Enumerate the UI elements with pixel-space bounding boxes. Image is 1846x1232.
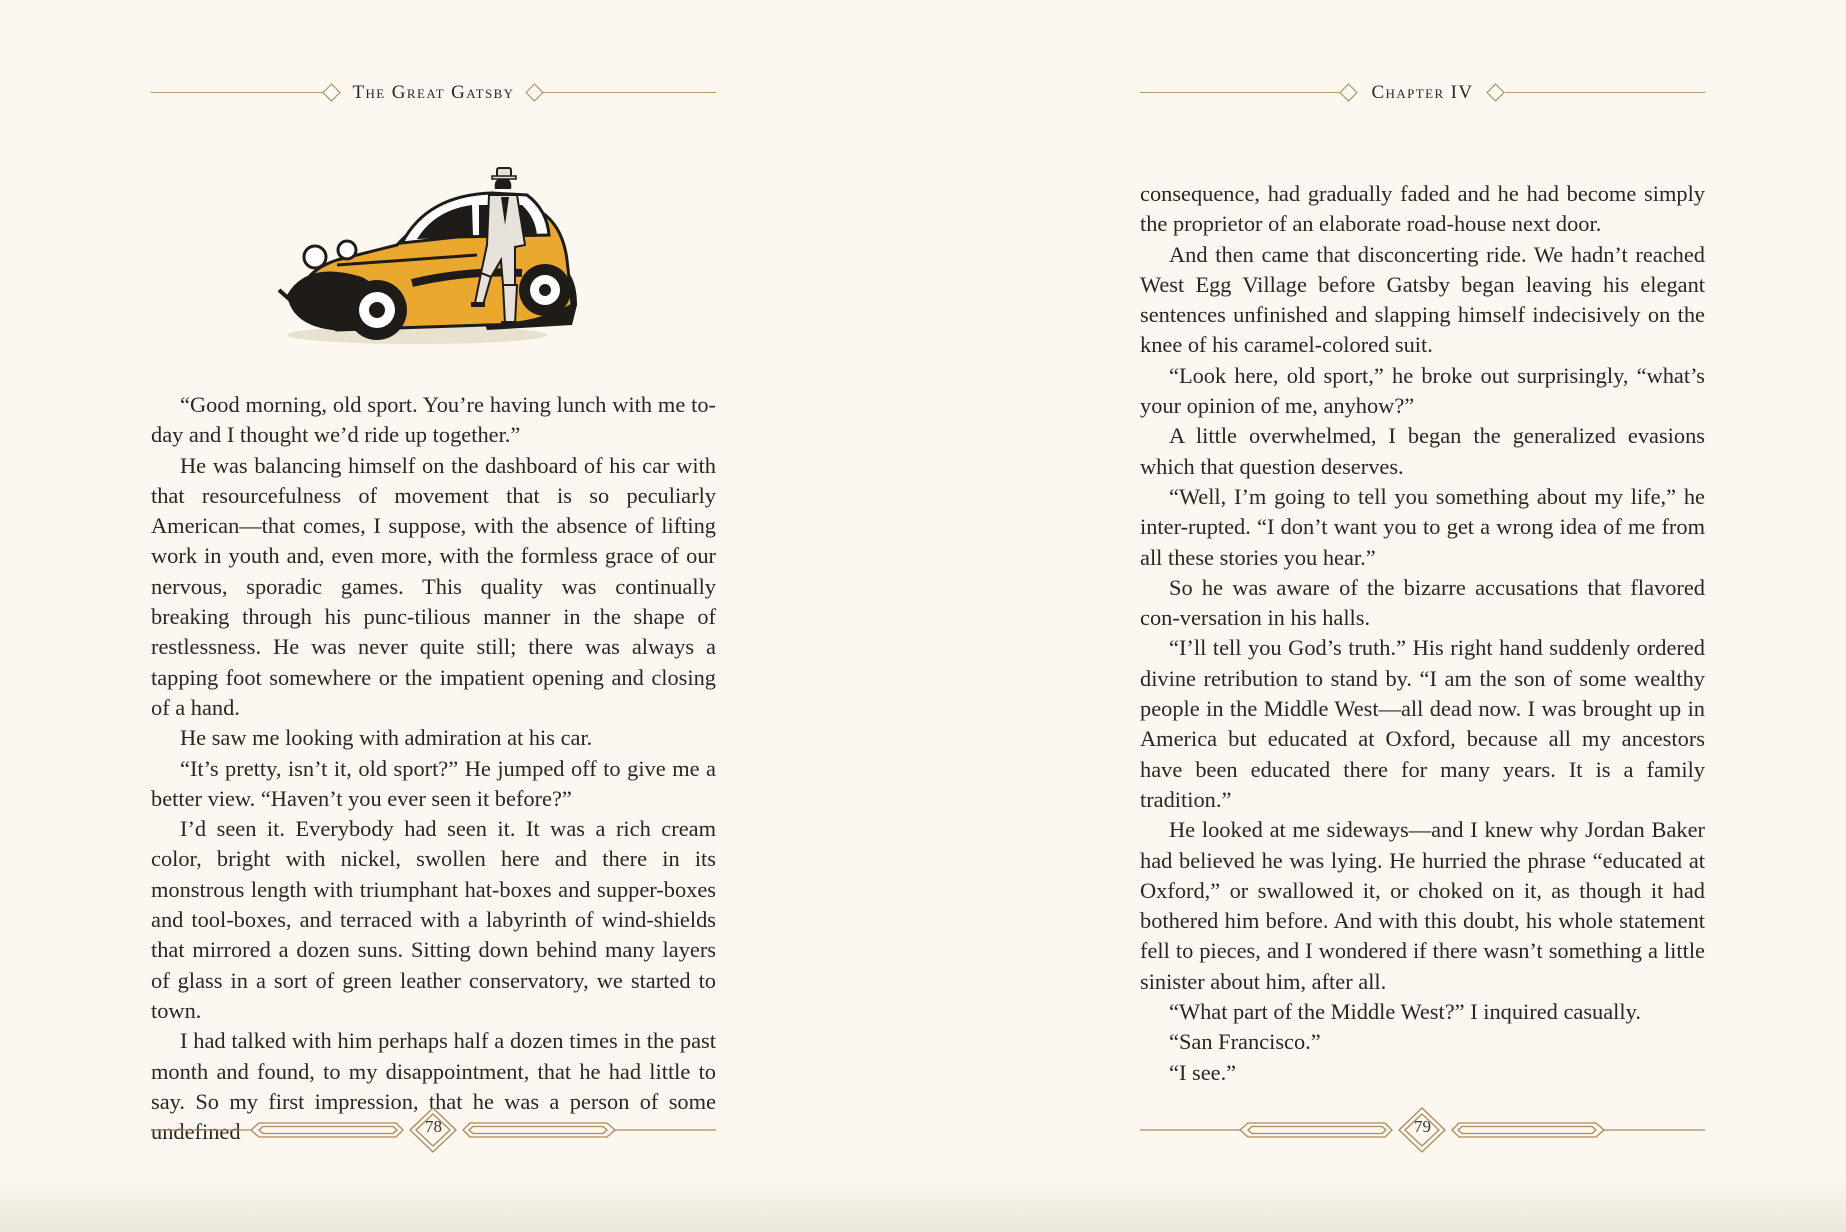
paragraph-continuation: consequence, had gradually faded and he had become simply the proprietor of an elaborate road-house next door. bbox=[1140, 181, 1705, 237]
paragraph: “It’s pretty, isn’t it, old sport?” He jumped off to give me a better view. “Haven’t you ever seen it before?” bbox=[151, 755, 716, 811]
page-bottom-shadow bbox=[0, 1177, 1846, 1232]
paragraph: He saw me looking with admiration at his car. bbox=[180, 725, 593, 751]
head-rule-right bbox=[1505, 92, 1705, 93]
paragraph: “San Francisco.” bbox=[1169, 1029, 1321, 1055]
paragraph: “I see.” bbox=[1169, 1059, 1237, 1085]
paragraph: “I’ll tell you God’s truth.” His right hand suddenly ordered divine retribution to stand by. “I am the son of some wealthy people in the Middle West—all dead now. I was brought up in America but educated at Oxford, because all my ancestors have been educated there for many years. It is a family tradition.” bbox=[1140, 635, 1705, 812]
paragraph: “Look here, old sport,” he broke out surprisingly, “what’s your opinion of me, anyhow?” bbox=[1140, 362, 1705, 419]
paragraph: He was balancing himself on the dashboard of his car with that resourcefulness of movement that is so peculiarly American—that comes, I suppose, with the absence of lifting work in youth and, even more, with the formless grace of our nervous, sporadic games. This quality was continually breaking through his punc-tilious manner in the shape of restlessness. He was never quite still; there was always a tapping foot somewhere or the impatient opening and closing of a hand. bbox=[151, 452, 716, 720]
head-rule-left bbox=[151, 92, 324, 93]
head-rule-right bbox=[543, 92, 716, 93]
paragraph: I had talked with him perhaps half a dozen times in the past month and found, to my disappointment, that he had little to say. So my first impression, that he was a person of some undefined bbox=[151, 1028, 716, 1145]
running-head-chapter-title: Chapter IV bbox=[1371, 82, 1474, 103]
paragraph: A little overwhelmed, I began the generalized evasions which that question deserves. bbox=[1140, 423, 1705, 479]
running-head-left bbox=[151, 78, 716, 108]
paragraph: I’d seen it. Everybody had seen it. It was a rich cream color, bright with nickel, swollen here and there in its monstrous length with triumphant hat-boxes and supper-boxes and tool-boxes, and terraced with a labyrinth of wind-shields that mirrored a dozen suns. Sitting down behind many layers of glass in a sort of green leather conservatory, we started to town. bbox=[151, 816, 716, 1023]
paragraph: “Well, I’m going to tell you something about my life,” he inter-rupted. “I don’t want you to get a wrong idea of me from all these stories you hear.” bbox=[1140, 483, 1705, 570]
paragraph: He looked at me sideways—and I knew why Jordan Baker had believed he was lying. He hurried the phrase “educated at Oxford,” or swallowed it, or choked on it, as though it had bothered him before. And with this doubt, his whole statement fell to pieces, and I wondered if there wasn’t something a little sinister about him, after all. bbox=[1140, 817, 1705, 994]
ornament-diamond-icon bbox=[1339, 83, 1357, 101]
paragraph: So he was aware of the bizarre accusations that flavored con-versation in his halls. bbox=[1140, 574, 1705, 631]
folio-left bbox=[151, 1104, 716, 1156]
paragraph: “What part of the Middle West?” I inquired casually. bbox=[1169, 999, 1641, 1025]
body-text-left bbox=[151, 390, 716, 1147]
ornament-diamond-icon bbox=[1486, 83, 1504, 101]
running-head-right bbox=[1140, 78, 1705, 108]
ornament-diamond-icon bbox=[322, 83, 340, 101]
right-page bbox=[1140, 0, 1705, 1232]
paragraph: “Good morning, old sport. You’re having lunch with me to-day and I thought we’d ride up together.” bbox=[151, 392, 716, 448]
ornament-diamond-icon bbox=[525, 83, 543, 101]
folio-right bbox=[1140, 1104, 1705, 1156]
paragraph: And then came that disconcerting ride. We hadn’t reached West Egg Village before Gatsby began leaving his elegant sentences unfinished and slapping himself indecisively on the knee of his caramel-colored suit. bbox=[1140, 241, 1705, 358]
page-number: 78 bbox=[425, 1117, 442, 1136]
body-text-right bbox=[1140, 179, 1705, 1088]
head-rule-left bbox=[1140, 92, 1340, 93]
running-head-book-title: The Great Gatsby bbox=[352, 82, 515, 103]
page-number: 79 bbox=[1414, 1117, 1431, 1136]
art-deco-car-illustration bbox=[277, 165, 592, 350]
left-page bbox=[151, 0, 716, 1232]
